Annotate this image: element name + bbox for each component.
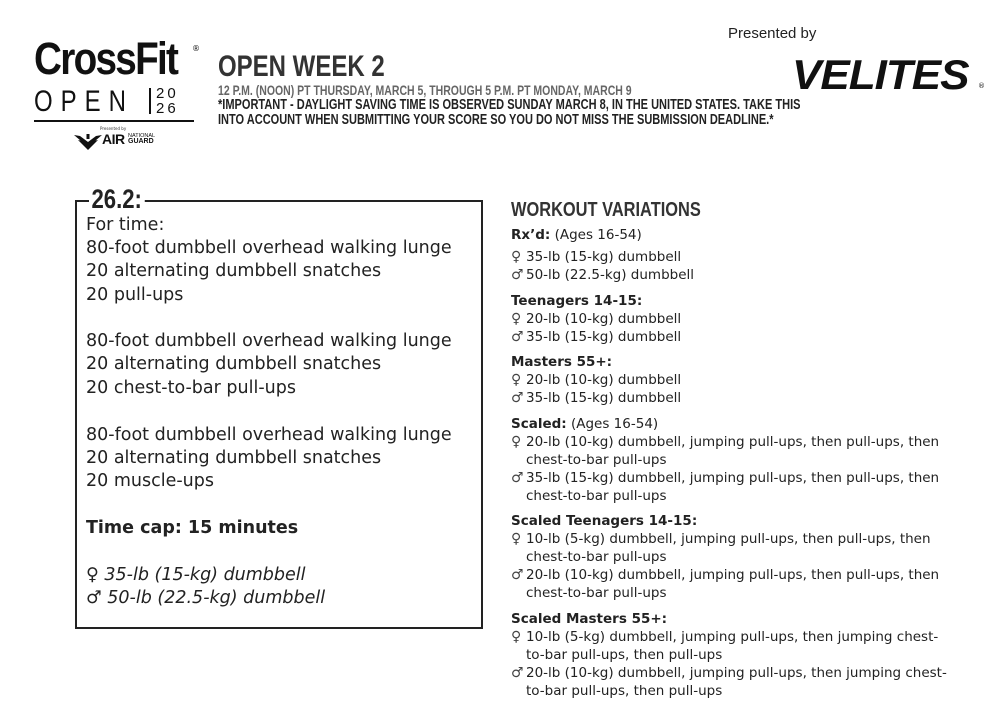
scaled-teen-female-cont: chest-to-bar pull-ups (526, 549, 667, 565)
scaled-teen-male (511, 566, 939, 584)
scaled-male-cont: chest-to-bar pull-ups (526, 488, 667, 504)
scaled-masters-female (511, 628, 938, 646)
workout-line: For time: (86, 215, 165, 235)
male-symbol-icon: ♂ (511, 390, 524, 406)
workout-title: 26.2: (89, 184, 144, 214)
scaled-masters-male-cont: to-bar pull-ups, then pull-ups (526, 683, 723, 699)
male-symbol-icon: ♂ (511, 665, 524, 681)
scaled-female-text: 20-lb (10-kg) dumbbell, jumping pull-ups, then pull-ups, then (526, 434, 940, 450)
scaled-teen-female (511, 530, 931, 548)
male-symbol-icon: ♂ (511, 567, 524, 583)
important-note (218, 98, 800, 128)
page-subtitle: 12 P.M. (NOON) PT THURSDAY, MARCH 5, THROUGH 5 P.M. PT MONDAY, MARCH 9 (218, 82, 632, 98)
scaled-masters-female-cont: to-bar pull-ups, then pull-ups (526, 647, 723, 663)
page-title: OPEN WEEK 2 (218, 50, 385, 83)
rx-male (511, 266, 694, 284)
teen-female (511, 310, 681, 328)
masters-heading: Masters 55+: (511, 354, 613, 370)
teen-male (511, 328, 681, 346)
sponsor-national-guard-text (128, 133, 168, 145)
workout-line: 20 alternating dumbbell snatches (86, 261, 382, 281)
female-symbol-icon: ♀ (511, 531, 522, 547)
crossfit-trademark: ® (192, 44, 200, 53)
workout-line: 20 muscle-ups (86, 471, 214, 491)
scaled-male-text: 35-lb (15-kg) dumbbell, jumping pull-ups, then pull-ups, then (526, 470, 940, 486)
important-note-line-2: INTO ACCOUNT WHEN SUBMITTING YOUR SCORE SO YOU DO NOT MISS THE SUBMISSION DEADLINE.* (218, 112, 774, 128)
rx-heading (511, 226, 642, 244)
velites-registered-mark: ® (978, 82, 985, 90)
logo-year-top: 20 (156, 85, 179, 102)
female-symbol-icon: ♀ (511, 372, 522, 388)
air-national-guard-logo (74, 131, 164, 153)
sponsor-national: NATIONAL (128, 133, 156, 139)
female-symbol-icon: ♀ (511, 629, 522, 645)
logo-underline (34, 120, 194, 122)
teen-male-text: 35-lb (15-kg) dumbbell (526, 329, 682, 345)
scaled-teen-male-text: 20-lb (10-kg) dumbbell, jumping pull-ups, then pull-ups, then (526, 567, 940, 583)
rx-heading-label: Rx’d: (511, 227, 551, 243)
male-symbol-icon: ♂ (511, 329, 524, 345)
scaled-heading-label: Scaled: (511, 416, 567, 432)
rx-female-text: 35-lb (15-kg) dumbbell (526, 249, 682, 265)
workout-line: 20 chest-to-bar pull-ups (86, 378, 296, 398)
logo-year (156, 86, 196, 116)
scaled-female (511, 433, 939, 451)
presented-by-label: Presented by (728, 25, 817, 42)
female-symbol-icon: ♀ (511, 249, 522, 265)
masters-female-text: 20-lb (10-kg) dumbbell (526, 372, 682, 388)
scaled-masters-heading: Scaled Masters 55+: (511, 611, 668, 627)
crossfit-logo-text: CrossFit (34, 33, 178, 84)
workout-line: 80-foot dumbbell overhead walking lunge (86, 331, 452, 351)
important-note-line-1: *IMPORTANT - DAYLIGHT SAVING TIME IS OBSERVED SUNDAY MARCH 8, IN THE UNITED STATES. TAKE THIS (218, 97, 801, 113)
scaled-teen-male-cont: chest-to-bar pull-ups (526, 585, 667, 601)
female-symbol-icon: ♀ (86, 565, 99, 585)
female-symbol-icon: ♀ (511, 434, 522, 450)
male-symbol-icon: ♂ (86, 588, 102, 608)
rx-male-text: 50-lb (22.5-kg) dumbbell (526, 267, 695, 283)
female-load-text: 35-lb (15-kg) dumbbell (104, 565, 306, 585)
male-symbol-icon: ♂ (511, 267, 524, 283)
time-cap: Time cap: 15 minutes (86, 518, 299, 538)
sponsor-guard: GUARD (128, 138, 154, 145)
workout-line: 20 alternating dumbbell snatches (86, 448, 382, 468)
velites-logo: VELITES (792, 51, 969, 98)
male-load-text: 50-lb (22.5-kg) dumbbell (107, 588, 326, 608)
variations-title: WORKOUT VARIATIONS (511, 199, 701, 221)
scaled-masters-female-text: 10-lb (5-kg) dumbbell, jumping pull-ups, then jumping chest- (526, 629, 939, 645)
scaled-teen-female-text: 10-lb (5-kg) dumbbell, jumping pull-ups, then pull-ups, then (526, 531, 931, 547)
teen-heading: Teenagers 14-15: (511, 293, 643, 309)
scaled-heading (511, 415, 658, 433)
workout-line: 80-foot dumbbell overhead walking lunge (86, 425, 452, 445)
scaled-heading-note: (Ages 16-54) (570, 416, 659, 432)
scaled-teen-heading: Scaled Teenagers 14-15: (511, 513, 698, 529)
masters-male-text: 35-lb (15-kg) dumbbell (526, 390, 682, 406)
masters-female (511, 371, 681, 389)
teen-female-text: 20-lb (10-kg) dumbbell (526, 311, 682, 327)
open-logo-text: OPEN (34, 85, 135, 118)
workout-line: 20 pull-ups (86, 285, 184, 305)
logo-separator (149, 88, 151, 114)
scaled-masters-male (511, 664, 947, 682)
scaled-masters-male-text: 20-lb (10-kg) dumbbell, jumping pull-ups, then jumping chest- (526, 665, 947, 681)
rx-female (511, 248, 681, 266)
logo-presented-small: Presented by (100, 126, 127, 131)
female-load (86, 564, 306, 587)
wings-icon (74, 131, 102, 153)
male-symbol-icon: ♂ (511, 470, 524, 486)
sponsor-air-text: AIR (102, 131, 125, 147)
workout-line: 80-foot dumbbell overhead walking lunge (86, 238, 452, 258)
logo-year-bottom: 26 (156, 100, 179, 117)
workout-line: 20 alternating dumbbell snatches (86, 354, 382, 374)
masters-male (511, 389, 681, 407)
scaled-male (511, 469, 939, 487)
male-load (86, 587, 325, 610)
rx-heading-note: (Ages 16-54) (554, 227, 642, 243)
female-symbol-icon: ♀ (511, 311, 522, 327)
scaled-female-cont: chest-to-bar pull-ups (526, 452, 667, 468)
